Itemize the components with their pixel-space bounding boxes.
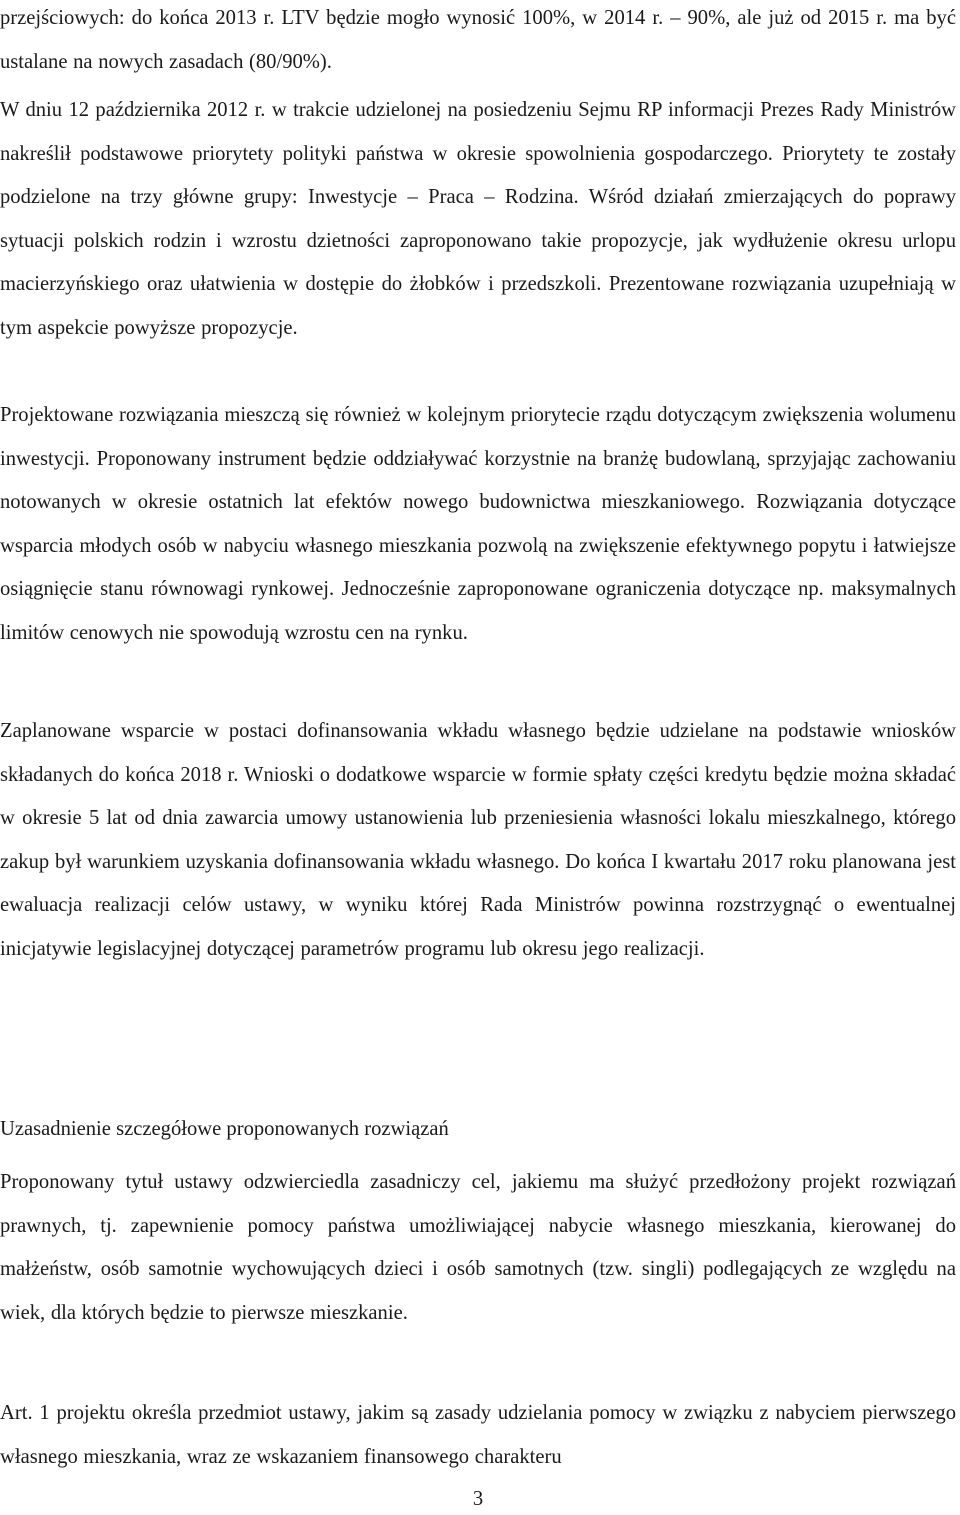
paragraph-ltv-transition: przejściowych: do końca 2013 r. LTV będzie mogło wynosić 100%, w 2014 r. – 90%, ale już od 2015 r. ma być ustalane na nowych zasadach (80/90%). (0, 7, 956, 73)
paragraph-planned-support: Zaplanowane wsparcie w postaci dofinansowania wkładu własnego będzie udzielane na podstawie wniosków składanych do końca 2018 r. Wnioski o dodatkowe wsparcie w formie spłaty części kredytu będzie można składać w okresie 5 lat od dnia zawarcia umowy ustanowienia lub przeniesienia własności lokalu mieszkalnego, którego zakup był warunkiem uzyskania dofinansowania wkładu własnego. Do końca I kwartału 2017 roku planowana jest ewaluacja realizacji celów ustawy, w wyniku której Rada Ministrów powinna rozstrzygnąć o ewentualnej inicjatywie legislacyjnej dotyczącej parametrów programu lub okresu jego realizacji. (0, 720, 956, 960)
paragraph-article-1: Art. 1 projektu określa przedmiot ustawy, jakim są zasady udzielania pomocy w związku z nabyciem pierwszego własnego mieszkania, wraz ze wskazaniem finansowego charakteru (0, 1402, 956, 1468)
paragraph-investment-priority: Projektowane rozwiązania mieszczą się również w kolejnym priorytecie rządu dotyczącym zwiększenia wolumenu inwestycji. Proponowany instrument będzie oddziaływać korzystnie na branżę budowlaną, sprzyjając zachowaniu notowanych w okresie ostatnich lat efektów nowego budownictwa mieszkaniowego. Rozwiązania dotyczące wsparcia młodych osób w nabyciu własnego mieszkania pozwolą na zwiększenie efektywnego popytu i łatwiejsze osiągnięcie stanu równowagi rynkowej. Jednocześnie zaproponowane ograniczenia dotyczące np. maksymalnych limitów cenowych nie spowodują wzrostu cen na rynku. (0, 404, 956, 644)
paragraph-act-title: Proponowany tytuł ustawy odzwierciedla zasadniczy cel, jakiemu ma służyć przedłożony projekt rozwiązań prawnych, tj. zapewnienie pomocy państwa umożliwiającej nabycie własnego mieszkania, kierowanej do małżeństw, osób samotnie wychowujących dzieci i osób samotnych (tzw. singli) podlegających ze względu na wiek, dla których będzie to pierwsze mieszkanie. (0, 1171, 956, 1324)
section-heading: Uzasadnienie szczegółowe proponowanych rozwiązań (0, 1118, 449, 1140)
page-number: 3 (472, 1488, 484, 1510)
paragraph-government-priorities: W dniu 12 października 2012 r. w trakcie udzielonej na posiedzeniu Sejmu RP informacji Prezes Rady Ministrów nakreślił podstawowe priorytety polityki państwa w okresie spowolnienia gospodarczego. Priorytety te zostały podzielone na trzy główne grupy: Inwestycje – Praca – Rodzina. Wśród działań zmierzających do poprawy sytuacji polskich rodzin i wzrostu dzietności zaproponowano takie propozycje, jak wydłużenie okresu urlopu macierzyńskiego oraz ułatwienia w dostępie do żłobków i przedszkoli. Prezentowane rozwiązania uzupełniają w tym aspekcie powyższe propozycje. (0, 99, 956, 339)
